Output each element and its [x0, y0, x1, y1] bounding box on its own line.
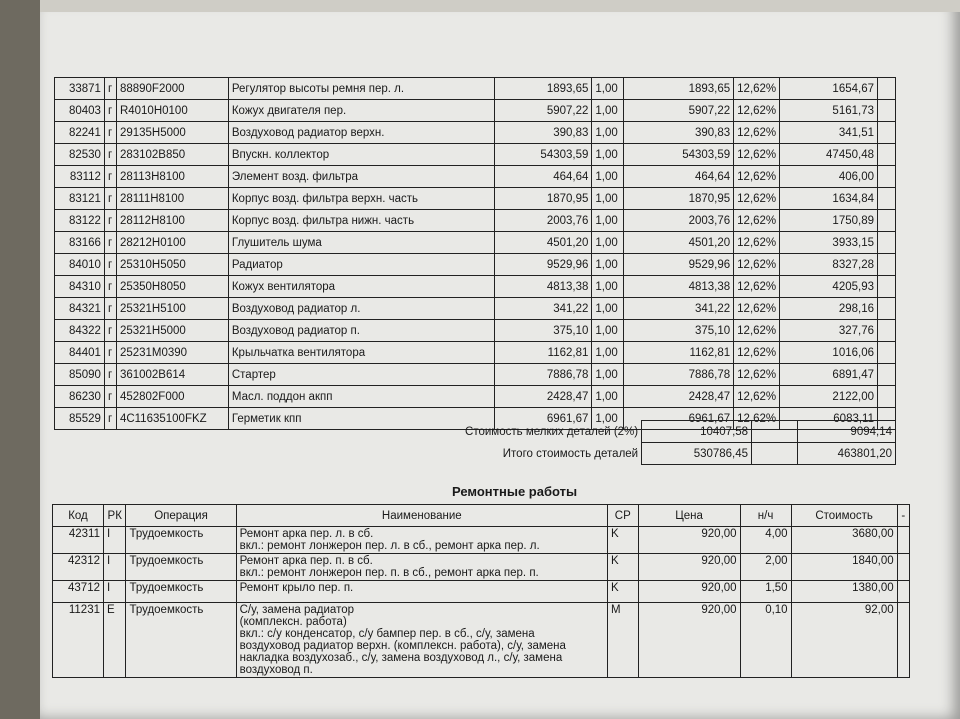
parts-cell-empty — [878, 122, 896, 144]
parts-cell-part-number: 28113H8100 — [116, 166, 228, 188]
table-row — [53, 581, 910, 603]
total-parts-price: 530786,45 — [642, 443, 752, 465]
repair-cell-cost: 92,00 — [791, 603, 897, 678]
parts-cell-description: Герметик кпп — [228, 408, 494, 430]
parts-cell-part-number: 361002B614 — [116, 364, 228, 386]
repair-cell-name — [236, 581, 607, 603]
parts-cell-description: Стартер — [228, 364, 494, 386]
parts-cell-amount: 375,10 — [624, 320, 734, 342]
table-row — [55, 342, 896, 364]
small-parts-label: Стоимость мелких деталей (2%) — [465, 425, 639, 438]
table-row — [55, 364, 896, 386]
parts-cell-price: 9529,96 — [494, 254, 592, 276]
repair-cell-code: 42311 — [53, 527, 104, 554]
repair-cell-cost: 3680,00 — [791, 527, 897, 554]
parts-cell-group: г — [104, 188, 116, 210]
small-parts-empty — [752, 421, 798, 443]
repair-cell-operation: Трудоемкость — [126, 603, 236, 678]
parts-cell-amount: 464,64 — [624, 166, 734, 188]
parts-cell-amount: 1162,81 — [624, 342, 734, 364]
parts-cell-part-number: 28111H8100 — [116, 188, 228, 210]
parts-cell-wear: 12,62% — [734, 342, 780, 364]
repair-table — [52, 504, 910, 678]
parts-cell-group: г — [104, 320, 116, 342]
parts-cell-amount: 1893,65 — [624, 78, 734, 100]
parts-cell-quantity: 1,00 — [592, 78, 624, 100]
parts-cell-part-number: 88890F2000 — [116, 78, 228, 100]
repair-cell-operation: Трудоемкость — [126, 554, 236, 581]
parts-cell-description: Радиатор — [228, 254, 494, 276]
parts-cell-price: 6961,67 — [494, 408, 592, 430]
parts-cell-wear: 12,62% — [734, 408, 780, 430]
parts-cell-cost: 2122,00 — [780, 386, 878, 408]
repair-name-line: С/у, замена радиатор — [239, 604, 355, 616]
table-row — [55, 78, 896, 100]
repair-header-7: Стоимость — [791, 505, 897, 527]
parts-cell-cost: 341,51 — [780, 122, 878, 144]
parts-cell-group: г — [104, 364, 116, 386]
parts-cell-empty — [878, 320, 896, 342]
parts-cell-quantity: 1,00 — [592, 122, 624, 144]
parts-cell-empty — [878, 232, 896, 254]
repair-name-line: накладка воздухозаб., с/у, замена воздуховод л., с/у, замена — [239, 652, 563, 664]
parts-cell-empty — [878, 78, 896, 100]
parts-cell-wear: 12,62% — [734, 298, 780, 320]
repair-name-line: воздуховод п. — [239, 664, 313, 676]
document-page — [40, 0, 960, 719]
parts-cell-empty — [878, 342, 896, 364]
parts-cell-quantity: 1,00 — [592, 320, 624, 342]
parts-cell-empty — [878, 298, 896, 320]
parts-cell-wear: 12,62% — [734, 188, 780, 210]
parts-cell-code: 84401 — [55, 342, 105, 364]
parts-cell-part-number: R4010H0100 — [116, 100, 228, 122]
parts-cell-code: 83122 — [55, 210, 105, 232]
repair-name-line: вкл.: с/у конденсатор, с/у бампер пер. в сб., с/у, замена — [239, 628, 535, 640]
repair-cell-sr: K — [607, 554, 638, 581]
table-row — [55, 254, 896, 276]
parts-cell-price: 5907,22 — [494, 100, 592, 122]
parts-cell-description: Регулятор высоты ремня пер. л. — [228, 78, 494, 100]
repair-cell-name — [236, 554, 607, 581]
parts-cell-quantity: 1,00 — [592, 210, 624, 232]
repair-header-2: Операция — [126, 505, 236, 527]
parts-cell-part-number: 25231M0390 — [116, 342, 228, 364]
page-edge — [40, 0, 960, 12]
parts-cell-cost: 4205,93 — [780, 276, 878, 298]
parts-cell-group: г — [104, 342, 116, 364]
parts-cell-price: 1893,65 — [494, 78, 592, 100]
parts-cell-code: 82241 — [55, 122, 105, 144]
repair-cell-norm-hours: 0,10 — [740, 603, 791, 678]
parts-cell-description: Крыльчатка вентилятора — [228, 342, 494, 364]
table-row — [55, 276, 896, 298]
table-row — [55, 144, 896, 166]
parts-cell-amount: 9529,96 — [624, 254, 734, 276]
repair-cell-rk: I — [104, 581, 126, 603]
parts-cell-empty — [878, 254, 896, 276]
parts-cell-group: г — [104, 276, 116, 298]
parts-cell-cost: 1750,89 — [780, 210, 878, 232]
parts-cell-quantity: 1,00 — [592, 364, 624, 386]
repair-cell-price: 920,00 — [638, 581, 740, 603]
table-row — [55, 386, 896, 408]
repair-name-line: вкл.: ремонт лонжерон пер. п. в сб., ремонт арка пер. п. — [239, 567, 539, 579]
parts-cell-price: 1870,95 — [494, 188, 592, 210]
parts-cell-price: 1162,81 — [494, 342, 592, 364]
table-row — [55, 188, 896, 210]
parts-cell-code: 84321 — [55, 298, 105, 320]
parts-cell-code: 86230 — [55, 386, 105, 408]
parts-cell-group: г — [104, 210, 116, 232]
parts-cell-code: 85529 — [55, 408, 105, 430]
parts-cell-cost: 406,00 — [780, 166, 878, 188]
parts-cell-cost: 8327,28 — [780, 254, 878, 276]
repair-name-line: вкл.: ремонт лонжерон пер. л. в сб., ремонт арка пер. л. — [239, 540, 540, 552]
total-parts-label: Итого стоимость деталей — [502, 447, 639, 460]
table-row — [55, 232, 896, 254]
repair-cell-operation: Трудоемкость — [126, 581, 236, 603]
parts-cell-wear: 12,62% — [734, 276, 780, 298]
repair-name-line: Ремонт крыло пер. п. — [239, 582, 354, 594]
parts-cell-cost: 1634,84 — [780, 188, 878, 210]
repair-cell-code: 42312 — [53, 554, 104, 581]
parts-cell-wear: 12,62% — [734, 386, 780, 408]
parts-cell-price: 4813,38 — [494, 276, 592, 298]
parts-cell-group: г — [104, 144, 116, 166]
parts-cell-cost: 1016,06 — [780, 342, 878, 364]
parts-cell-cost: 327,76 — [780, 320, 878, 342]
repair-cell-rk: I — [104, 527, 126, 554]
repair-section-title: Ремонтные работы — [452, 484, 578, 499]
parts-cell-description: Воздуховод радиатор п. — [228, 320, 494, 342]
parts-cell-description: Элемент возд. фильтра — [228, 166, 494, 188]
table-row — [55, 320, 896, 342]
parts-cell-description: Кожух двигателя пер. — [228, 100, 494, 122]
parts-cell-group: г — [104, 78, 116, 100]
repair-name-line: Ремонт арка пер. п. в сб. — [239, 555, 373, 567]
parts-cell-amount: 4813,38 — [624, 276, 734, 298]
parts-cell-wear: 12,62% — [734, 232, 780, 254]
parts-summary — [54, 420, 896, 465]
parts-cell-part-number: 4C11635100FKZ — [116, 408, 228, 430]
parts-cell-quantity: 1,00 — [592, 166, 624, 188]
repair-cell-sr: K — [607, 581, 638, 603]
parts-cell-description: Воздуховод радиатор верхн. — [228, 122, 494, 144]
parts-cell-amount: 1870,95 — [624, 188, 734, 210]
parts-cell-description: Впускн. коллектор — [228, 144, 494, 166]
parts-cell-part-number: 25310H5050 — [116, 254, 228, 276]
parts-cell-amount: 54303,59 — [624, 144, 734, 166]
table-row — [55, 100, 896, 122]
parts-cell-cost: 1654,67 — [780, 78, 878, 100]
parts-cell-group: г — [104, 122, 116, 144]
repair-header-1: РК — [104, 505, 126, 527]
parts-cell-quantity: 1,00 — [592, 188, 624, 210]
parts-cell-code: 84310 — [55, 276, 105, 298]
repair-cell-operation: Трудоемкость — [126, 527, 236, 554]
repair-cell-price: 920,00 — [638, 603, 740, 678]
parts-cell-description: Воздуховод радиатор л. — [228, 298, 494, 320]
table-row — [55, 166, 896, 188]
repair-name-line: (комплексн. работа) — [239, 616, 347, 628]
parts-cell-amount: 4501,20 — [624, 232, 734, 254]
repair-cell-price: 920,00 — [638, 527, 740, 554]
parts-cell-group: г — [104, 232, 116, 254]
parts-cell-quantity: 1,00 — [592, 232, 624, 254]
small-parts-price: 10407,58 — [642, 421, 752, 443]
repair-cell-rk: I — [104, 554, 126, 581]
parts-cell-group: г — [104, 408, 116, 430]
parts-cell-empty — [878, 276, 896, 298]
table-row — [55, 122, 896, 144]
parts-cell-amount: 2003,76 — [624, 210, 734, 232]
parts-cell-quantity: 1,00 — [592, 342, 624, 364]
repair-cell-norm-hours: 2,00 — [740, 554, 791, 581]
parts-cell-group: г — [104, 100, 116, 122]
parts-cell-wear: 12,62% — [734, 254, 780, 276]
repair-cell-empty — [897, 581, 909, 603]
total-parts-empty — [752, 443, 798, 465]
parts-cell-amount: 390,83 — [624, 122, 734, 144]
repair-name-line: Ремонт арка пер. л. в сб. — [239, 528, 374, 540]
parts-cell-empty — [878, 100, 896, 122]
repair-header-5: Цена — [638, 505, 740, 527]
repair-header-8: - — [897, 505, 909, 527]
parts-cell-part-number: 28112H8100 — [116, 210, 228, 232]
parts-cell-group: г — [104, 166, 116, 188]
parts-cell-wear: 12,62% — [734, 364, 780, 386]
repair-cell-rk: E — [104, 603, 126, 678]
parts-cell-code: 84010 — [55, 254, 105, 276]
parts-cell-code: 80403 — [55, 100, 105, 122]
parts-cell-code: 85090 — [55, 364, 105, 386]
parts-cell-wear: 12,62% — [734, 122, 780, 144]
parts-cell-amount: 7886,78 — [624, 364, 734, 386]
parts-cell-price: 2428,47 — [494, 386, 592, 408]
parts-cell-wear: 12,62% — [734, 78, 780, 100]
table-row — [55, 210, 896, 232]
parts-cell-wear: 12,62% — [734, 100, 780, 122]
parts-cell-code: 83112 — [55, 166, 105, 188]
repair-cell-empty — [897, 554, 909, 581]
parts-cell-code: 33871 — [55, 78, 105, 100]
parts-cell-description: Масл. поддон акпп — [228, 386, 494, 408]
repair-cell-empty — [897, 603, 909, 678]
parts-cell-part-number: 28212H0100 — [116, 232, 228, 254]
parts-cell-description: Корпус возд. фильтра нижн. часть — [228, 210, 494, 232]
parts-cell-cost: 6891,47 — [780, 364, 878, 386]
parts-table — [54, 77, 896, 430]
repair-cell-norm-hours: 4,00 — [740, 527, 791, 554]
parts-cell-amount: 5907,22 — [624, 100, 734, 122]
parts-cell-quantity: 1,00 — [592, 254, 624, 276]
parts-cell-cost: 5161,73 — [780, 100, 878, 122]
repair-cell-name — [236, 603, 607, 678]
parts-cell-quantity: 1,00 — [592, 386, 624, 408]
table-row — [53, 554, 910, 581]
repair-cell-price: 920,00 — [638, 554, 740, 581]
parts-cell-cost: 6083,11 — [780, 408, 878, 430]
parts-cell-description: Корпус возд. фильтра верхн. часть — [228, 188, 494, 210]
small-parts-total: 9094,14 — [798, 421, 896, 443]
parts-cell-cost: 3933,15 — [780, 232, 878, 254]
parts-cell-code: 83121 — [55, 188, 105, 210]
parts-cell-empty — [878, 364, 896, 386]
parts-cell-wear: 12,62% — [734, 166, 780, 188]
parts-cell-part-number: 452802F000 — [116, 386, 228, 408]
parts-cell-wear: 12,62% — [734, 210, 780, 232]
parts-cell-price: 7886,78 — [494, 364, 592, 386]
parts-cell-empty — [878, 386, 896, 408]
parts-cell-quantity: 1,00 — [592, 298, 624, 320]
parts-cell-price: 375,10 — [494, 320, 592, 342]
parts-cell-price: 4501,20 — [494, 232, 592, 254]
parts-cell-empty — [878, 144, 896, 166]
total-parts-total: 463801,20 — [798, 443, 896, 465]
parts-cell-quantity: 1,00 — [592, 276, 624, 298]
repair-cell-code: 11231 — [53, 603, 104, 678]
repair-cell-sr: M — [607, 603, 638, 678]
repair-header-0: Код — [53, 505, 104, 527]
repair-name-line: воздуховод радиатор верхн. (комплексн. работа), с/у, замена — [239, 640, 566, 652]
repair-header-3: Наименование — [236, 505, 607, 527]
parts-cell-quantity: 1,00 — [592, 408, 624, 430]
parts-cell-part-number: 29135H5000 — [116, 122, 228, 144]
parts-cell-group: г — [104, 298, 116, 320]
parts-cell-description: Кожух вентилятора — [228, 276, 494, 298]
repair-cell-cost: 1840,00 — [791, 554, 897, 581]
repair-cell-norm-hours: 1,50 — [740, 581, 791, 603]
parts-cell-quantity: 1,00 — [592, 100, 624, 122]
parts-cell-price: 341,22 — [494, 298, 592, 320]
parts-cell-amount: 2428,47 — [624, 386, 734, 408]
parts-cell-cost: 47450,48 — [780, 144, 878, 166]
repair-header-4: СР — [607, 505, 638, 527]
parts-cell-empty — [878, 210, 896, 232]
parts-cell-part-number: 25321H5000 — [116, 320, 228, 342]
parts-cell-price: 2003,76 — [494, 210, 592, 232]
parts-cell-empty — [878, 188, 896, 210]
parts-cell-amount: 6961,67 — [624, 408, 734, 430]
parts-cell-code: 83166 — [55, 232, 105, 254]
table-row — [53, 527, 910, 554]
parts-cell-quantity: 1,00 — [592, 144, 624, 166]
parts-cell-price: 54303,59 — [494, 144, 592, 166]
table-row — [55, 298, 896, 320]
parts-cell-part-number: 25321H5100 — [116, 298, 228, 320]
parts-cell-empty — [878, 166, 896, 188]
parts-cell-price: 390,83 — [494, 122, 592, 144]
parts-cell-part-number: 25350H8050 — [116, 276, 228, 298]
repair-header-6: н/ч — [740, 505, 791, 527]
parts-cell-price: 464,64 — [494, 166, 592, 188]
parts-cell-code: 82530 — [55, 144, 105, 166]
parts-cell-description: Глушитель шума — [228, 232, 494, 254]
parts-cell-group: г — [104, 386, 116, 408]
repair-cell-cost: 1380,00 — [791, 581, 897, 603]
repair-cell-empty — [897, 527, 909, 554]
parts-cell-amount: 341,22 — [624, 298, 734, 320]
repair-cell-code: 43712 — [53, 581, 104, 603]
table-row — [53, 603, 910, 678]
parts-cell-part-number: 283102B850 — [116, 144, 228, 166]
repair-cell-name — [236, 527, 607, 554]
parts-cell-group: г — [104, 254, 116, 276]
parts-cell-code: 84322 — [55, 320, 105, 342]
parts-cell-wear: 12,62% — [734, 320, 780, 342]
parts-cell-cost: 298,16 — [780, 298, 878, 320]
parts-cell-wear: 12,62% — [734, 144, 780, 166]
repair-cell-sr: K — [607, 527, 638, 554]
